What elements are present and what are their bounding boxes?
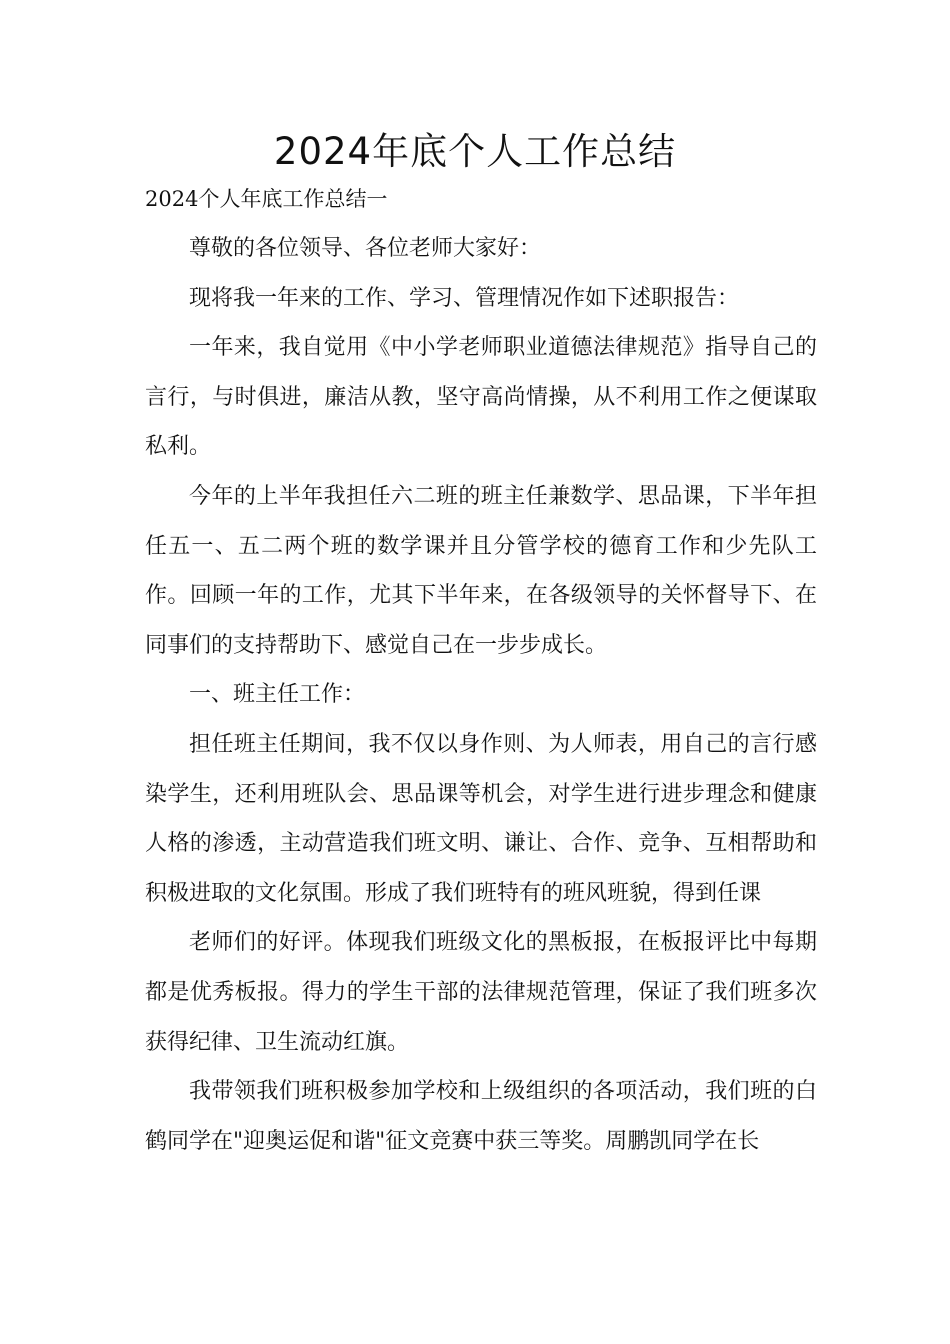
paragraph-duties: 今年的上半年我担任六二班的班主任兼数学、思品课，下半年担任五一、五二两个班的数学课并且分管学校的德育工作和少先队工作。回顾一年的工作，尤其下半年来，在各级领导的关怀督导下、在同事们的支持帮助下、感觉自己在一步步成长。: [145, 483, 817, 658]
paragraph-activities: 我带领我们班积极参加学校和上级组织的各项活动，我们班的白鹤同学在"迎奥运促和谐"征文竞赛中获三等奖。周鹏凯同学在长: [145, 1079, 817, 1154]
section-heading-head-teacher: 一、班主任工作：: [189, 682, 366, 708]
paragraph-greeting: 尊敬的各位领导、各位老师大家好：: [189, 236, 542, 261]
document-subtitle: 2024个人年底工作总结一: [145, 187, 388, 211]
document-body: [145, 224, 817, 1166]
paragraph-evaluation: 老师们的好评。体现我们班级文化的黑板报，在板报评比中每期都是优秀板报。得力的学生干部的法律规范管理，保证了我们班多次获得纪律、卫生流动红旗。: [145, 930, 817, 1055]
paragraph-intro: 现将我一年来的工作、学习、管理情况作如下述职报告：: [189, 285, 740, 311]
paragraph-ethics: 一年来，我自觉用《中小学老师职业道德法律规范》指导自己的言行，与时俱进，廉洁从教，坚守高尚情操，从不利用工作之便谋取私利。: [145, 335, 817, 460]
document-title: 2024年底个人工作总结: [273, 130, 677, 173]
paragraph-head-teacher-work: 担任班主任期间，我不仅以身作则、为人师表，用自己的言行感染学生，还利用班队会、思品课等机会，对学生进行进步理念和健康人格的渗透，主动营造我们班文明、谦让、合作、竞争、互相帮助和积极进取的文化氛围。形成了我们班特有的班风班貌，得到任课: [145, 731, 817, 906]
